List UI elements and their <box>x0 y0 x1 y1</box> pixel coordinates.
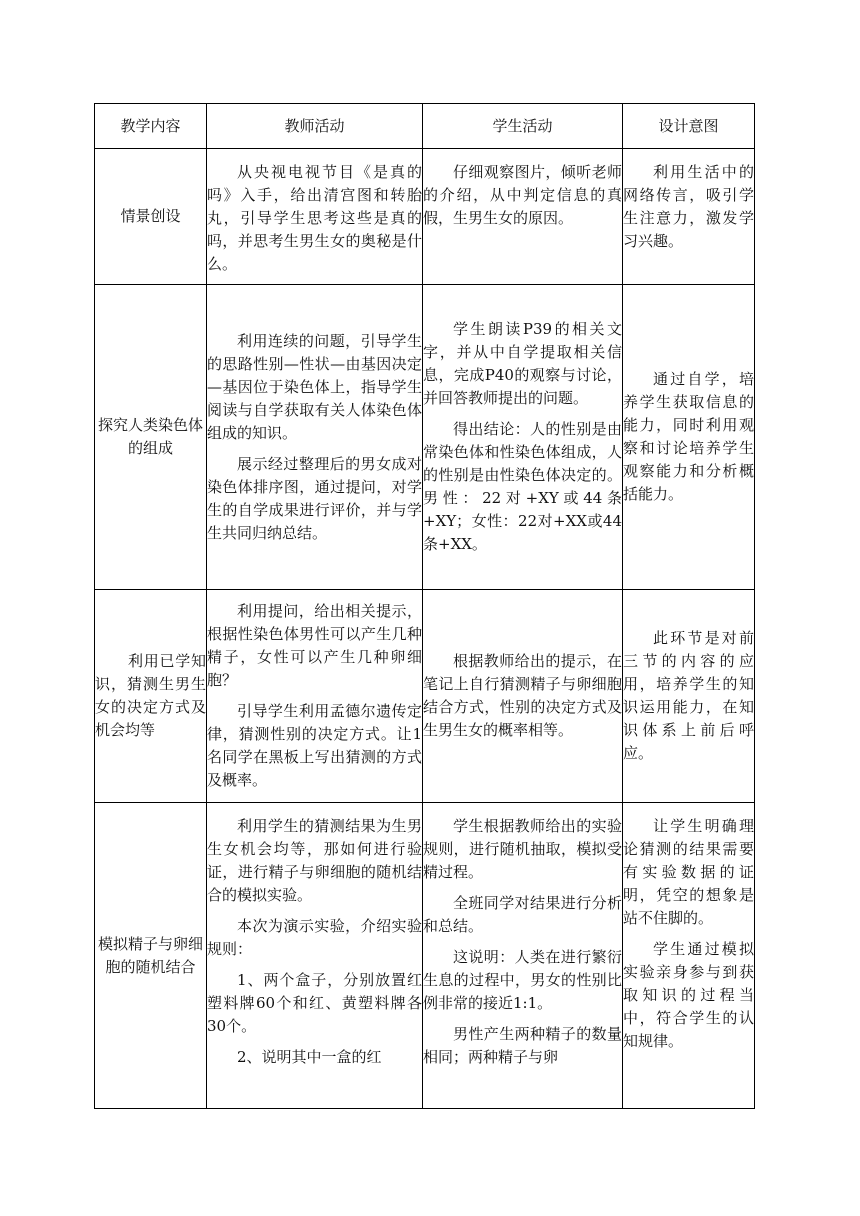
paragraph: 本次为演示实验，介绍实验规则： <box>207 917 422 958</box>
intent-cell <box>623 590 755 803</box>
student-cell <box>423 285 623 590</box>
table-row <box>95 803 755 1109</box>
intent-cell <box>623 285 755 590</box>
paragraph: 男性产生两种精子的数量相同；两种精子与卵 <box>423 1025 622 1066</box>
paragraph: 让学生明确理论猜测的结果需要有实验数据的证明，凭空的想象是站不住脚的。 <box>623 817 754 927</box>
student-cell <box>423 803 623 1109</box>
paragraph: 学生朗读P39的相关文字，并从中自学提取相关信息，完成P40的观察与讨论，并回答教师提出的问题。 <box>423 320 622 407</box>
teacher-cell <box>207 803 423 1109</box>
paragraph: 利用学生的猜测结果为生男生女机会均等，那如何进行验证，进行精子与卵细胞的随机结合的模拟实验。 <box>207 817 422 904</box>
category-cell: 利用已学知识，猜测生男生女的决定方式及机会均等 <box>95 590 207 803</box>
paragraph: 利用生活中的网络传言，吸引学生注意力，激发学习兴趣。 <box>623 163 754 250</box>
paragraph: 利用连续的问题，引导学生的思路性别—性状—由基因决定—基因位于染色体上，指导学生阅读与自学获取有关人体染色体组成的知识。 <box>207 331 422 442</box>
header-student: 学生活动 <box>423 104 623 149</box>
category-cell: 情景创设 <box>95 149 207 285</box>
paragraph: 全班同学对结果进行分析和总结。 <box>423 894 622 935</box>
paragraph: 此环节是对前三节的内容的应用，培养学生的知识运用能力，在知识体系上前后呼应。 <box>623 629 754 762</box>
category-cell: 模拟精子与卵细胞的随机结合 <box>95 803 207 1109</box>
header-teacher: 教师活动 <box>207 104 423 149</box>
paragraph: 仔细观察图片，倾听老师的介绍，从中判定信息的真假，生男生女的原因。 <box>423 163 622 227</box>
intent-cell <box>623 803 755 1109</box>
teacher-cell <box>207 149 423 285</box>
paragraph: 引导学生利用孟德尔遗传定律，猜测性别的决定方式。让1名同学在黑板上写出猜测的方式及概率。 <box>207 702 422 789</box>
header-content: 教学内容 <box>95 104 207 149</box>
student-cell <box>423 149 623 285</box>
paragraph: 这说明：人类在进行繁衍生息的过程中，男女的性别比例非常的接近1:1。 <box>423 948 622 1012</box>
paragraph: 利用提问，给出相关提示，根据性染色体男性可以产生几种精子，女性可以产生几种卵细胞？ <box>207 602 422 689</box>
student-cell <box>423 590 623 803</box>
table-row <box>95 285 755 590</box>
paragraph: 通过自学，培养学生获取信息的能力，同时利用观察和讨论培养学生观察能力和分析概括能力。 <box>623 370 754 503</box>
table-row <box>95 590 755 803</box>
category-cell: 探究人类染色体的组成 <box>95 285 207 590</box>
paragraph: 展示经过整理后的男女成对染色体排序图，通过提问，对学生的自学成果进行评价，并与学生共同归纳总结。 <box>207 454 422 542</box>
teacher-cell <box>207 285 423 590</box>
paragraph: 学生根据教师给出的实验规则，进行随机抽取，模拟受精过程。 <box>423 817 622 881</box>
header-intent: 设计意图 <box>623 104 755 149</box>
header-row <box>95 104 755 149</box>
lesson-plan-table <box>94 103 755 1109</box>
paragraph: 学生通过模拟实验亲身参与到获取知识的过程当中，符合学生的认知规律。 <box>623 940 754 1050</box>
table-row <box>95 149 755 285</box>
paragraph: 2、说明其中一盒的红 <box>237 1048 382 1066</box>
paragraph: 根据教师给出的提示，在笔记上自行猜测精子与卵细胞结合方式，性别的决定方式及生男生女的概率相等。 <box>423 652 622 739</box>
paragraph: 1、两个盒子，分别放置红塑料牌60个和红、黄塑料牌各30个。 <box>207 971 422 1035</box>
paragraph: 从央视电视节目《是真的吗》入手，给出清宫图和转胎丸，引导学生思考这些是真的吗，并思考生男生女的奥秘是什么。 <box>207 163 422 273</box>
paragraph: 得出结论：人的性别是由常染色体和性染色体组成，人的性别是由性染色体决定的。男性：22对+XY或44条+XY；女性：22对+XX或44条+XX。 <box>423 420 622 553</box>
intent-cell <box>623 149 755 285</box>
teacher-cell <box>207 590 423 803</box>
